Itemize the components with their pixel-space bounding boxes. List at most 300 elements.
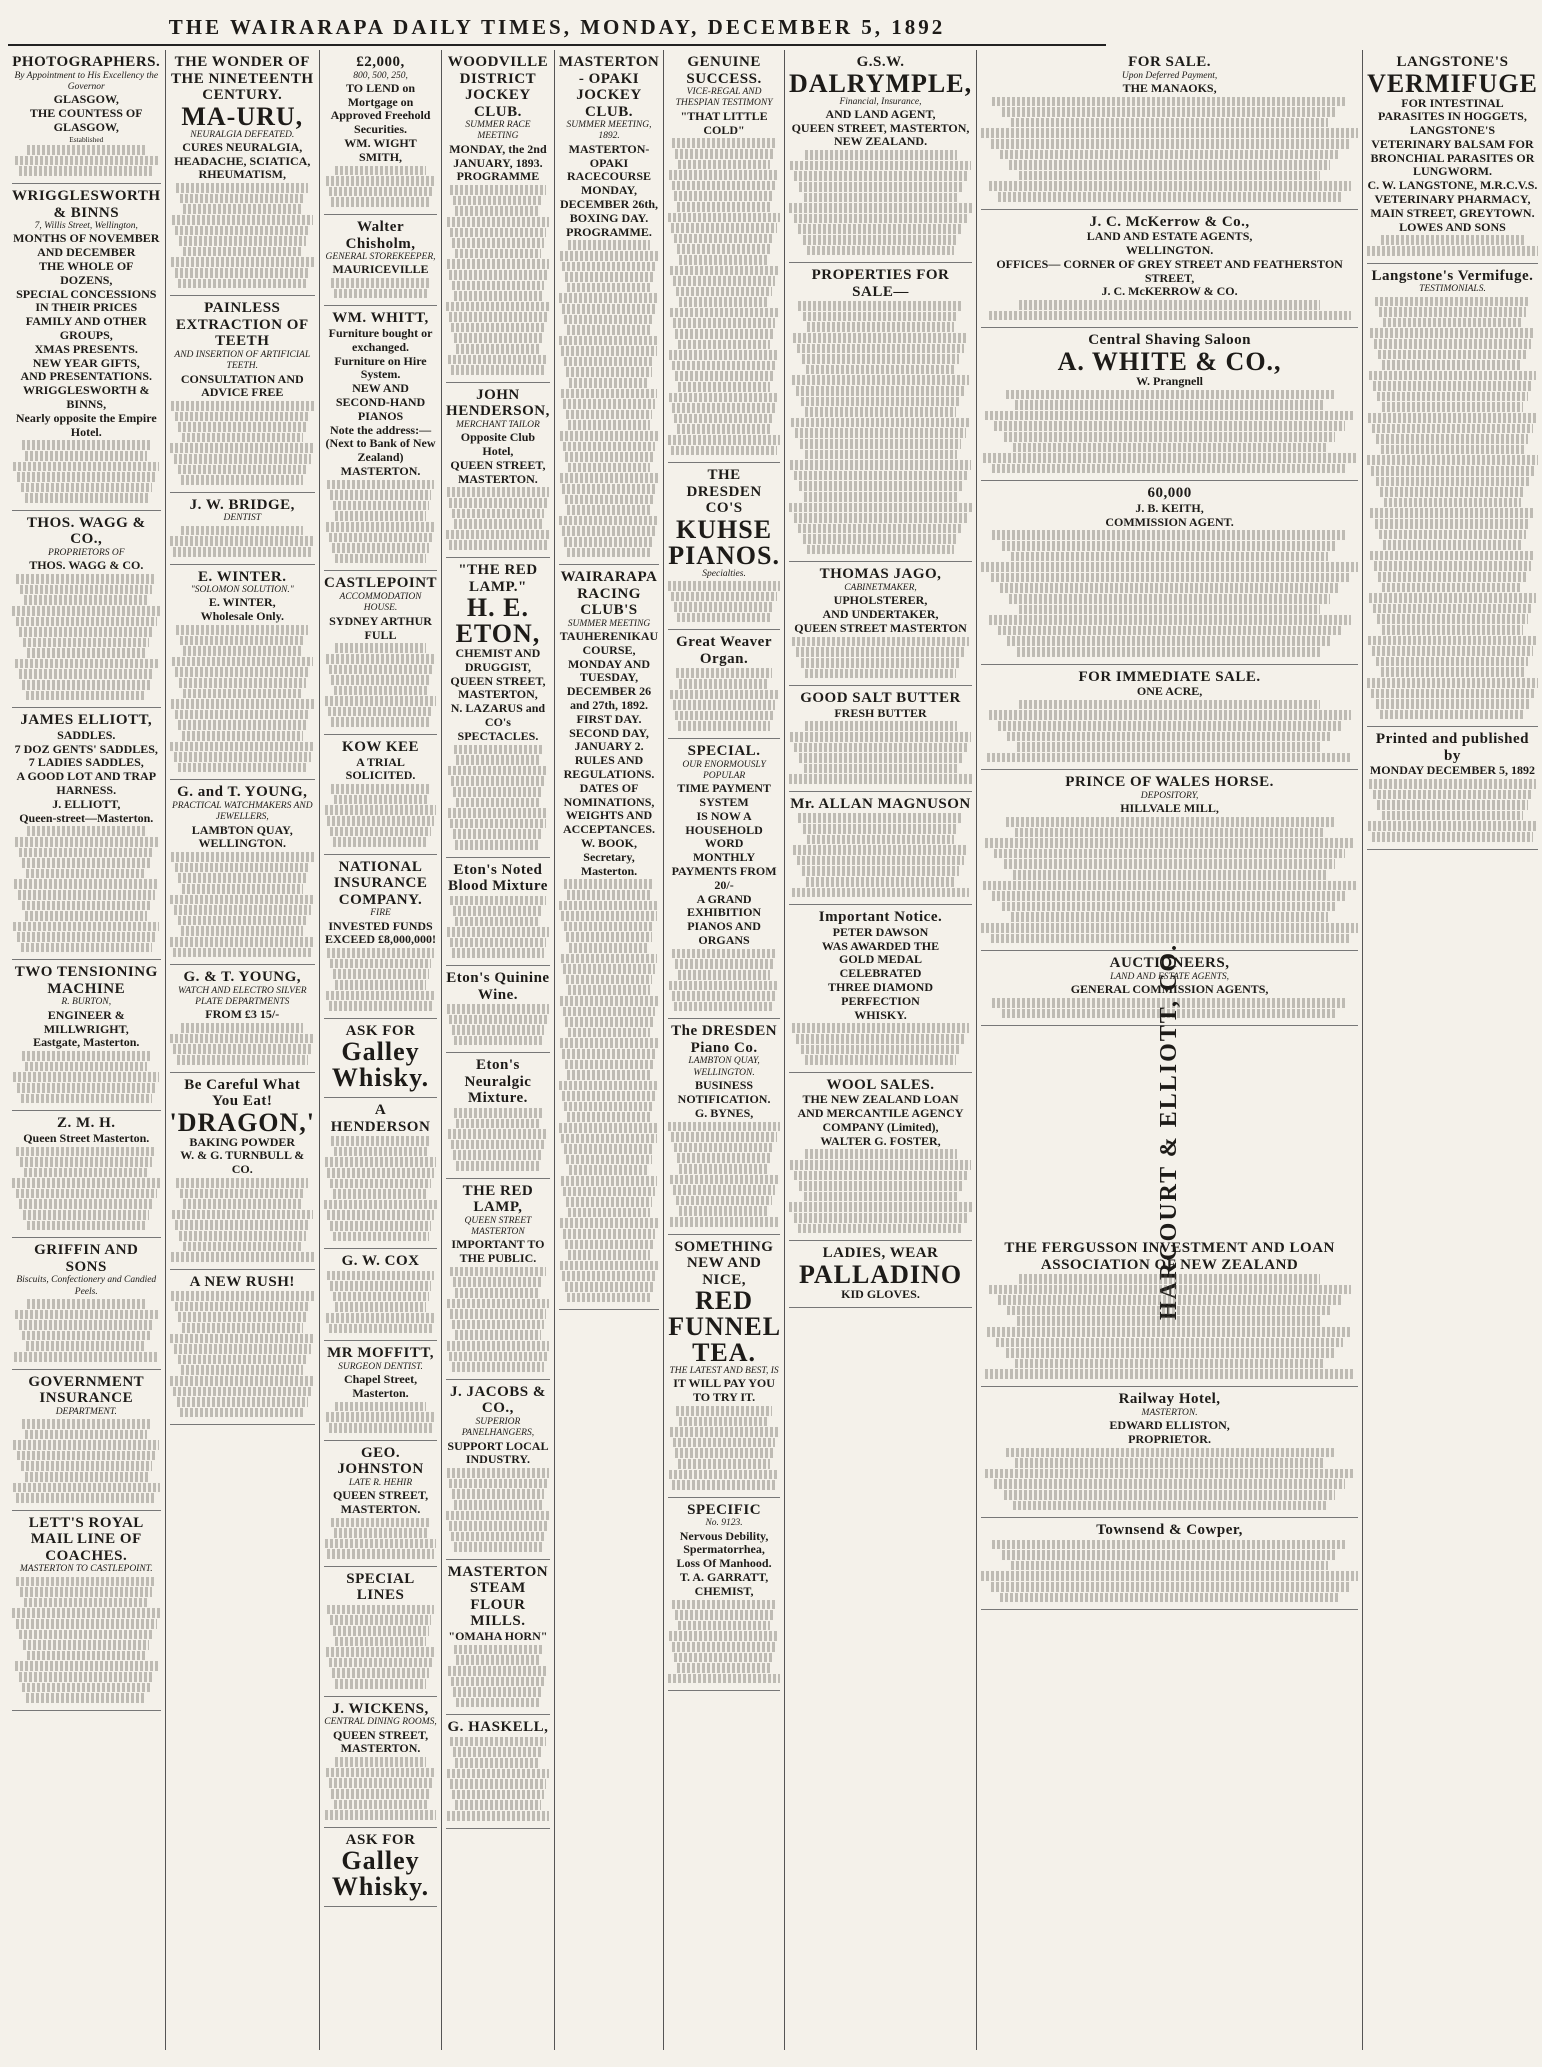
text-block — [178, 720, 306, 730]
text-block — [182, 433, 303, 443]
text-block — [1002, 541, 1338, 551]
text-block — [803, 534, 959, 544]
ad-heading: LETT'S ROYAL MAIL LINE OF COACHES. — [28, 1514, 144, 1564]
text-block — [677, 202, 771, 212]
text-block — [793, 845, 969, 855]
text-block — [677, 613, 772, 623]
text-block — [15, 1661, 158, 1671]
text-block — [19, 669, 154, 679]
ad-subheading: SUMMER MEETING — [567, 618, 651, 629]
text-block — [678, 340, 770, 350]
text-block — [449, 1352, 547, 1362]
text-block — [672, 1642, 777, 1652]
text-block — [1000, 583, 1339, 593]
text-block — [992, 464, 1346, 474]
text-block — [806, 365, 954, 375]
text-block — [565, 495, 653, 505]
text-block — [449, 312, 548, 322]
ad-line: LOWES AND SONS — [1399, 219, 1506, 234]
text-block — [1369, 371, 1536, 381]
text-block — [175, 863, 310, 873]
text-block — [452, 509, 544, 519]
text-block — [1017, 742, 1322, 752]
text-block — [568, 1028, 650, 1038]
text-block — [798, 224, 963, 234]
text-block — [1011, 118, 1328, 128]
ad-line: CELEBRATED — [839, 966, 922, 981]
text-block — [807, 835, 954, 845]
text-block — [448, 766, 548, 776]
ad-heading: NATIONAL INSURANCE COMPANY. — [333, 858, 428, 908]
ad-line: WAS AWARDED THE — [821, 938, 940, 953]
text-block — [330, 959, 432, 969]
text-block — [335, 1402, 427, 1412]
advertisement — [789, 792, 972, 905]
text-block — [24, 1598, 149, 1608]
ad-line: IMPORTANT TO THE PUBLIC. — [451, 1237, 545, 1266]
advertisement — [12, 1111, 161, 1238]
text-block — [16, 1619, 157, 1629]
text-block — [331, 278, 430, 288]
text-block — [566, 975, 652, 985]
ad-line: THE COUNTESS OF GLASGOW, — [29, 106, 143, 134]
ad-line: XMAS PRESENTS. — [34, 341, 138, 356]
ad-subheading: ACCOMMODATION HOUSE. — [339, 591, 422, 614]
text-block — [994, 849, 1345, 859]
advertisement — [668, 1235, 780, 1498]
text-block — [1009, 160, 1329, 170]
ad-heading: THE RED LAMP, — [462, 1182, 534, 1216]
text-block — [1368, 636, 1537, 646]
ad-subheading: LAMBTON QUAY, WELLINGTON. — [688, 1056, 760, 1078]
text-block — [19, 1320, 154, 1330]
text-block — [1374, 561, 1531, 571]
ad-subheading: TESTIMONIALS. — [1419, 284, 1486, 295]
text-block — [326, 1768, 436, 1778]
text-block — [327, 1271, 434, 1281]
text-block — [1378, 572, 1527, 582]
ad-line: UPHOLSTERER, — [833, 593, 928, 608]
ad-line: VETERINARY PHARMACY, — [1374, 192, 1531, 207]
text-block — [798, 813, 963, 823]
text-block — [981, 1571, 1358, 1581]
text-block — [994, 1479, 1345, 1489]
text-block — [1367, 246, 1538, 256]
text-block — [789, 1202, 972, 1212]
text-block — [802, 354, 960, 364]
advertisement — [170, 1073, 316, 1270]
ad-heading: GOVERNMENT INSURANCE — [28, 1373, 145, 1407]
text-block — [675, 1448, 772, 1458]
ad-line: A TRIAL SOLICITED. — [345, 754, 416, 783]
text-block — [22, 1683, 150, 1693]
advertisement — [324, 1098, 437, 1249]
advertisement — [446, 1179, 550, 1380]
text-block — [327, 816, 433, 826]
text-block — [25, 493, 148, 503]
advertisement — [170, 565, 316, 781]
text-block — [24, 1168, 149, 1178]
ad-heading: A NEW RUSH! — [189, 1273, 295, 1290]
text-block — [562, 1271, 655, 1281]
text-block — [175, 1302, 310, 1312]
ad-line: SADDLES. — [57, 727, 116, 742]
text-block — [565, 452, 652, 462]
text-block — [447, 927, 549, 937]
text-block — [1369, 593, 1536, 603]
text-block — [454, 1645, 542, 1655]
text-block — [989, 615, 1351, 625]
text-block — [15, 1310, 158, 1320]
text-block — [679, 679, 770, 689]
text-block — [1381, 235, 1524, 245]
text-block — [998, 192, 1341, 202]
text-block — [448, 355, 548, 365]
ad-line: WHISKY. — [854, 1007, 907, 1022]
text-block — [807, 322, 954, 332]
ad-line: 7 LADIES SADDLES, — [28, 755, 144, 770]
text-block — [452, 948, 543, 958]
text-block — [1375, 297, 1530, 307]
text-block — [331, 197, 429, 207]
ad-display-text: A. WHITE & CO., — [1057, 346, 1282, 376]
ad-heading: G. and T. YOUNG, — [177, 784, 308, 801]
text-block — [27, 826, 146, 836]
text-block — [672, 949, 776, 959]
ad-subheading: DENTIST — [223, 513, 261, 524]
text-block — [1380, 487, 1525, 497]
text-block — [991, 573, 1349, 583]
text-block — [985, 1369, 1354, 1379]
ad-line: "OMAHA HORN" — [448, 1628, 548, 1643]
text-block — [451, 1677, 545, 1687]
text-block — [455, 1800, 541, 1810]
ad-heading: WM. WHITT, — [332, 310, 429, 327]
text-block — [23, 1210, 149, 1220]
ad-subheading: PROPRIETORS OF — [47, 547, 125, 558]
text-block — [807, 545, 954, 555]
text-block — [1376, 477, 1530, 487]
text-block — [805, 669, 955, 679]
text-block — [1383, 318, 1521, 328]
text-block — [994, 421, 1345, 431]
text-block — [181, 1365, 303, 1375]
ad-line: AND LAND AGENT, — [825, 106, 936, 121]
text-block — [1376, 657, 1528, 667]
text-block — [803, 824, 959, 834]
text-block — [175, 667, 309, 677]
text-block — [671, 223, 777, 233]
ad-heading: WOODVILLE DISTRICT JOCKEY CLUB. — [447, 54, 549, 120]
advertisement — [668, 739, 780, 1019]
column-9 — [1363, 50, 1542, 2050]
ad-line: Furniture on Hire System. — [334, 353, 427, 382]
text-block — [446, 302, 550, 312]
ad-line: FROM £3 15/- — [205, 1007, 280, 1022]
text-block — [791, 418, 970, 428]
text-block — [800, 439, 961, 449]
text-block — [559, 1123, 659, 1133]
text-block — [805, 1149, 957, 1159]
ad-display-text: Galley Whisky. — [331, 1037, 430, 1093]
text-block — [1015, 400, 1324, 410]
text-block — [450, 1309, 547, 1319]
text-block — [563, 442, 655, 452]
text-block — [562, 1091, 656, 1101]
advertisement — [981, 481, 1358, 664]
column-7 — [785, 50, 977, 2050]
text-block — [567, 283, 650, 293]
text-block — [798, 524, 963, 534]
text-block — [564, 357, 654, 367]
text-block — [181, 475, 303, 485]
text-block — [20, 1157, 152, 1167]
text-block — [1381, 445, 1524, 455]
ad-line: QUEEN STREET, MASTERTON. — [332, 1487, 429, 1516]
text-block — [565, 1060, 653, 1070]
text-block — [454, 1108, 542, 1118]
text-block — [27, 145, 146, 155]
ad-line: A GOOD LOT AND TRAP HARNESS. — [16, 769, 157, 797]
advertisement — [170, 493, 316, 565]
text-block — [569, 943, 649, 953]
text-block — [456, 755, 539, 765]
ad-line: QUEEN STREET, MASTERTON. — [450, 457, 546, 486]
ad-line: MONDAY, DECEMBER 26th, — [560, 183, 659, 211]
ad-heading: G.S.W. — [856, 54, 905, 70]
text-block — [173, 547, 311, 557]
text-block — [794, 513, 968, 523]
text-block — [173, 948, 311, 958]
text-block — [564, 879, 653, 889]
text-block — [798, 301, 963, 311]
text-block — [447, 1004, 550, 1014]
advertisement — [446, 966, 550, 1053]
text-block — [455, 917, 540, 927]
text-block — [568, 985, 649, 995]
text-block — [670, 1175, 777, 1185]
masthead — [8, 10, 1106, 46]
ad-line: (Next to Bank of New Zealand) — [325, 436, 436, 465]
text-block — [679, 1417, 770, 1427]
text-block — [1019, 700, 1321, 710]
text-block — [674, 414, 773, 424]
ad-line: TAUHERENIKAU COURSE, — [559, 629, 659, 657]
text-block — [676, 1406, 772, 1416]
text-block — [183, 1242, 302, 1252]
text-block — [672, 138, 776, 148]
text-block — [1375, 519, 1530, 529]
ad-heading: J. WICKENS, — [332, 1700, 429, 1717]
text-block — [569, 378, 649, 388]
text-block — [450, 896, 545, 906]
text-block — [567, 1070, 650, 1080]
ad-line: W. Prangnell — [1136, 373, 1204, 388]
text-block — [564, 1144, 654, 1154]
ad-subheading: Upon Deferred Payment, — [1121, 70, 1218, 81]
text-block — [1371, 466, 1533, 476]
text-block — [566, 410, 652, 420]
ad-line: FRESH BUTTER — [834, 705, 927, 720]
text-block — [675, 711, 772, 721]
ad-line: "THAT LITTLE COLD" — [680, 108, 768, 137]
text-block — [674, 1143, 775, 1153]
advertisement — [12, 708, 161, 960]
ad-subheading: PRACTICAL WATCHMAKERS AND JEWELLERS, — [171, 800, 313, 823]
ad-heading: PHOTOGRAPHERS. — [12, 54, 161, 70]
text-block — [560, 1261, 658, 1271]
advertisement — [668, 463, 780, 630]
text-block — [19, 166, 154, 176]
text-block — [327, 1549, 433, 1559]
text-block — [561, 1134, 656, 1144]
ad-subheading: R. BURTON, — [61, 997, 112, 1008]
text-block — [672, 403, 777, 413]
text-block — [23, 638, 149, 648]
text-block — [669, 170, 780, 180]
ad-heading: G. HASKELL, — [447, 1719, 549, 1736]
text-block — [455, 1288, 540, 1298]
text-block — [562, 1049, 655, 1059]
text-block — [673, 318, 776, 328]
text-block — [454, 519, 541, 529]
text-block — [19, 848, 154, 858]
text-block — [14, 1352, 158, 1362]
text-block — [447, 1299, 549, 1309]
text-block — [335, 643, 427, 653]
text-block — [794, 171, 966, 181]
text-block — [1011, 912, 1328, 922]
text-block — [1380, 710, 1525, 720]
text-block — [1011, 552, 1328, 562]
text-block — [560, 251, 658, 261]
text-block — [792, 375, 970, 385]
text-block — [172, 1210, 313, 1220]
text-block — [797, 856, 964, 866]
ad-line: AND DECEMBER — [37, 245, 136, 260]
text-block — [334, 686, 427, 696]
text-block — [678, 1621, 771, 1631]
ad-heading: J. W. BRIDGE, — [189, 496, 295, 513]
text-block — [450, 819, 545, 829]
text-block — [1002, 1550, 1338, 1560]
ad-line: PETER DAWSON — [832, 924, 929, 939]
text-block — [562, 484, 655, 494]
text-block — [1370, 508, 1534, 518]
advertisement — [170, 780, 316, 965]
text-block — [671, 1132, 777, 1142]
ad-line: MAIN STREET, GREYTOWN. — [1370, 205, 1535, 220]
ad-heading: WOOL SALES. — [826, 1076, 935, 1093]
text-block — [19, 627, 153, 637]
text-block — [21, 943, 152, 953]
ad-line: FOR INTESTINAL PARASITES IN HOGGETS, — [1378, 95, 1527, 124]
text-block — [452, 1489, 544, 1499]
ad-display-text: MA-URU, — [181, 101, 304, 131]
ad-line: FAMILY AND OTHER GROUPS, — [25, 314, 147, 343]
text-block — [1004, 432, 1336, 442]
text-block — [790, 161, 971, 171]
text-block — [450, 1737, 545, 1747]
text-block — [669, 350, 778, 360]
text-block — [1015, 828, 1324, 838]
advertisement — [1367, 50, 1538, 264]
ad-heading: Be Careful What You Eat! — [184, 1076, 301, 1110]
text-block — [669, 1631, 780, 1641]
text-block — [453, 829, 543, 839]
ad-display-text: H. E. ETON, — [455, 593, 541, 648]
text-block — [567, 325, 651, 335]
ad-heading: ASK FOR — [345, 1831, 416, 1848]
ad-note: Established — [69, 134, 104, 144]
advertisement — [981, 210, 1358, 329]
text-block — [172, 657, 313, 667]
text-block — [985, 411, 1354, 421]
text-block — [15, 837, 158, 847]
ad-subheading: MERCHANT TAILOR — [456, 419, 540, 430]
text-block — [1368, 821, 1537, 831]
text-block — [22, 1051, 151, 1061]
text-block — [563, 399, 654, 409]
ad-heading: Z. M. H. — [56, 1115, 116, 1132]
text-block — [174, 454, 311, 464]
text-block — [332, 543, 429, 553]
text-block — [795, 428, 965, 438]
ad-heading: MR MOFFITT, — [327, 1345, 434, 1362]
text-block — [450, 228, 547, 238]
text-block — [454, 1500, 541, 1510]
ad-line: N. LAZARUS and CO's SPECTACLES. — [450, 701, 546, 743]
text-block — [12, 1608, 161, 1618]
ad-display-text: VERMIFUGE — [1367, 68, 1538, 98]
ad-heading: £2,000, — [356, 54, 405, 70]
text-block — [789, 203, 972, 213]
text-block — [807, 246, 954, 256]
text-block — [670, 1217, 778, 1227]
text-block — [1006, 1448, 1334, 1458]
text-block — [17, 932, 155, 942]
text-block — [989, 1285, 1351, 1295]
text-block — [334, 1147, 428, 1157]
text-block — [171, 1291, 314, 1301]
ad-display-text: RED FUNNEL TEA. — [668, 1286, 782, 1368]
advertisement — [446, 1380, 550, 1560]
column-1 — [8, 50, 166, 2050]
text-block — [13, 1440, 159, 1450]
ad-subheading: WATCH AND ELECTRO SILVER PLATE DEPARTMENTS — [177, 985, 307, 1008]
ad-heading: E. WINTER. — [198, 568, 287, 585]
ad-subheading: GENERAL STOREKEEPER, — [325, 252, 436, 263]
text-block — [331, 1789, 429, 1799]
text-block — [564, 922, 654, 932]
text-block — [673, 1438, 776, 1448]
text-block — [983, 453, 1356, 463]
ad-heading: Central Shaving Saloon — [1088, 332, 1251, 349]
text-block — [1382, 402, 1524, 412]
text-block — [171, 1252, 314, 1262]
ad-subheading: CABINETMAKER, — [844, 582, 917, 593]
text-block — [178, 763, 307, 773]
text-block — [16, 1189, 157, 1199]
text-block — [676, 668, 772, 678]
text-block — [1367, 678, 1538, 688]
ad-line: MASTERTON. — [340, 463, 421, 478]
text-block — [170, 1034, 316, 1044]
ad-heading: A HENDERSON — [330, 1102, 431, 1135]
advertisement — [324, 1341, 437, 1440]
ad-line: PIANOS AND ORGANS — [687, 919, 761, 948]
text-block — [790, 732, 971, 742]
